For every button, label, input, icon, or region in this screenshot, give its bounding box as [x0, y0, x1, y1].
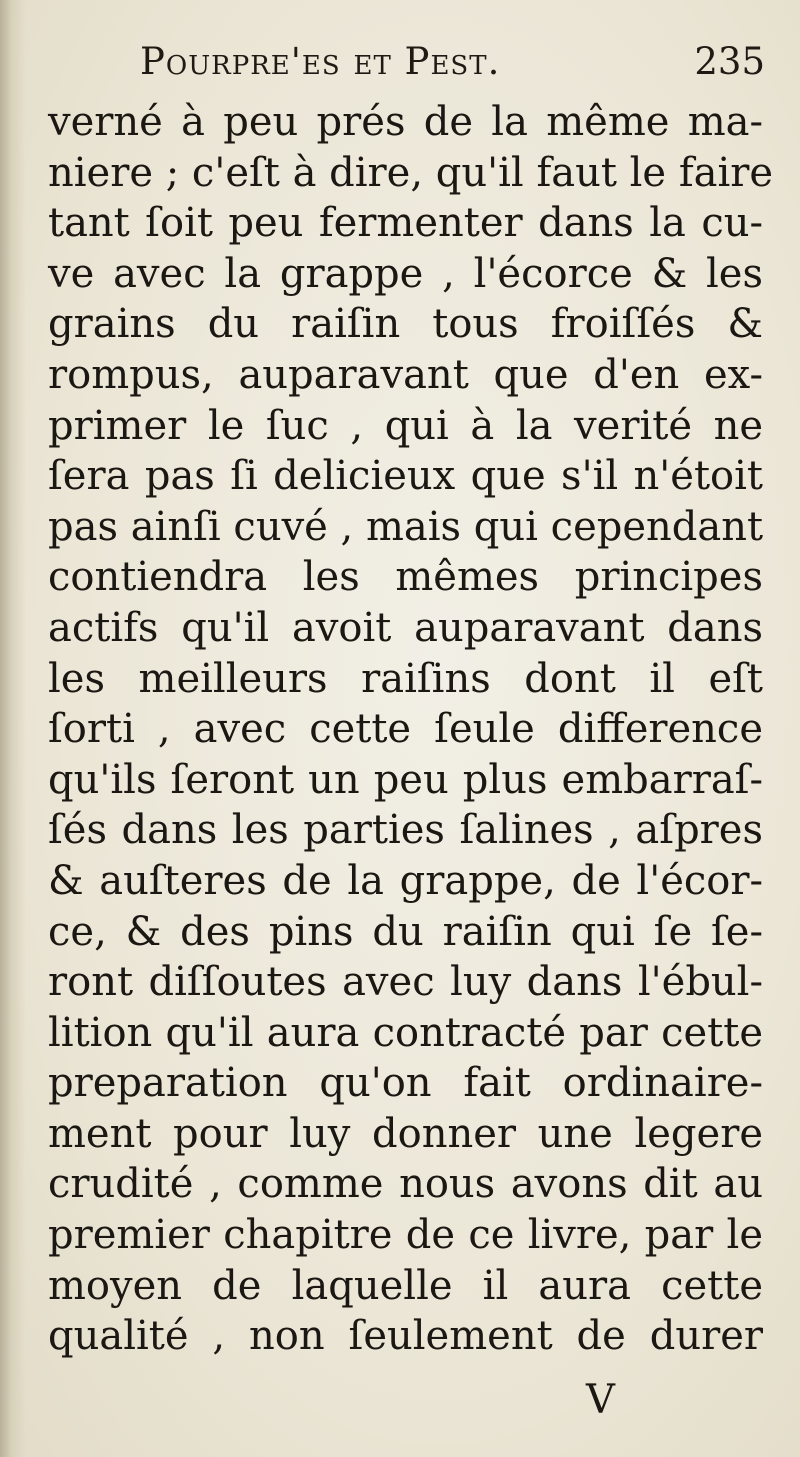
text-line: rompus, auparavant que d'en ex- — [48, 351, 763, 398]
text-line: ce, & des pins du raiſin qui ſe ſe- — [48, 908, 763, 955]
text-line: pas ainſi cuvé , mais qui cependant — [48, 503, 764, 550]
page-number: 235 — [694, 40, 765, 83]
text-line: ment pour luy donner une legere — [48, 1110, 763, 1157]
text-line: contiendra les mêmes principes — [48, 554, 763, 601]
text-line: lition qu'il aura contracté par cette — [48, 1009, 763, 1056]
text-line: & auſteres de la grappe, de l'écor- — [48, 857, 763, 904]
text-line: primer le ſuc , qui à la verité ne — [48, 402, 763, 449]
text-line: ſorti , avec cette ſeule difference — [48, 706, 763, 753]
text-line: actifs qu'il avoit auparavant dans — [48, 604, 763, 651]
text-line: moyen de laquelle il aura cette — [48, 1262, 763, 1309]
catchword: V — [586, 1377, 615, 1423]
gutter-shadow — [0, 0, 26, 1457]
running-title: Pourpre'es et Pest. — [140, 40, 501, 83]
text-line: ſera pas ſi delicieux que s'il n'étoit — [48, 453, 763, 500]
text-line: verné à peu prés de la même ma- — [48, 99, 763, 145]
text-line: ſés dans les parties ſalines , aſpres — [48, 807, 763, 854]
text-line: qu'ils ſeront un peu plus embarraſ- — [48, 756, 763, 803]
text-line: niere ; c'eſt à dire, qu'il faut le faire — [48, 149, 774, 196]
text-line: grains du raiſin tous froiſſés & — [48, 301, 763, 348]
body-text — [48, 97, 774, 1362]
text-line: ront diſſoutes avec luy dans l'ébul- — [48, 959, 763, 1006]
text-line: preparation qu'on fait ordinaire- — [48, 1060, 763, 1107]
page-header — [140, 38, 765, 96]
text-line: crudité , comme nous avons dit au — [48, 1161, 763, 1208]
text-line: premier chapitre de ce livre, par le — [48, 1212, 763, 1259]
text-line: qualité , non ſeulement de durer — [48, 1313, 763, 1360]
text-line: ve avec la grappe , l'écorce & les — [48, 250, 763, 297]
text-line: tant ſoit peu fermenter dans la cu- — [48, 200, 763, 247]
text-line: les meilleurs raiſins dont il eſt — [48, 655, 763, 702]
